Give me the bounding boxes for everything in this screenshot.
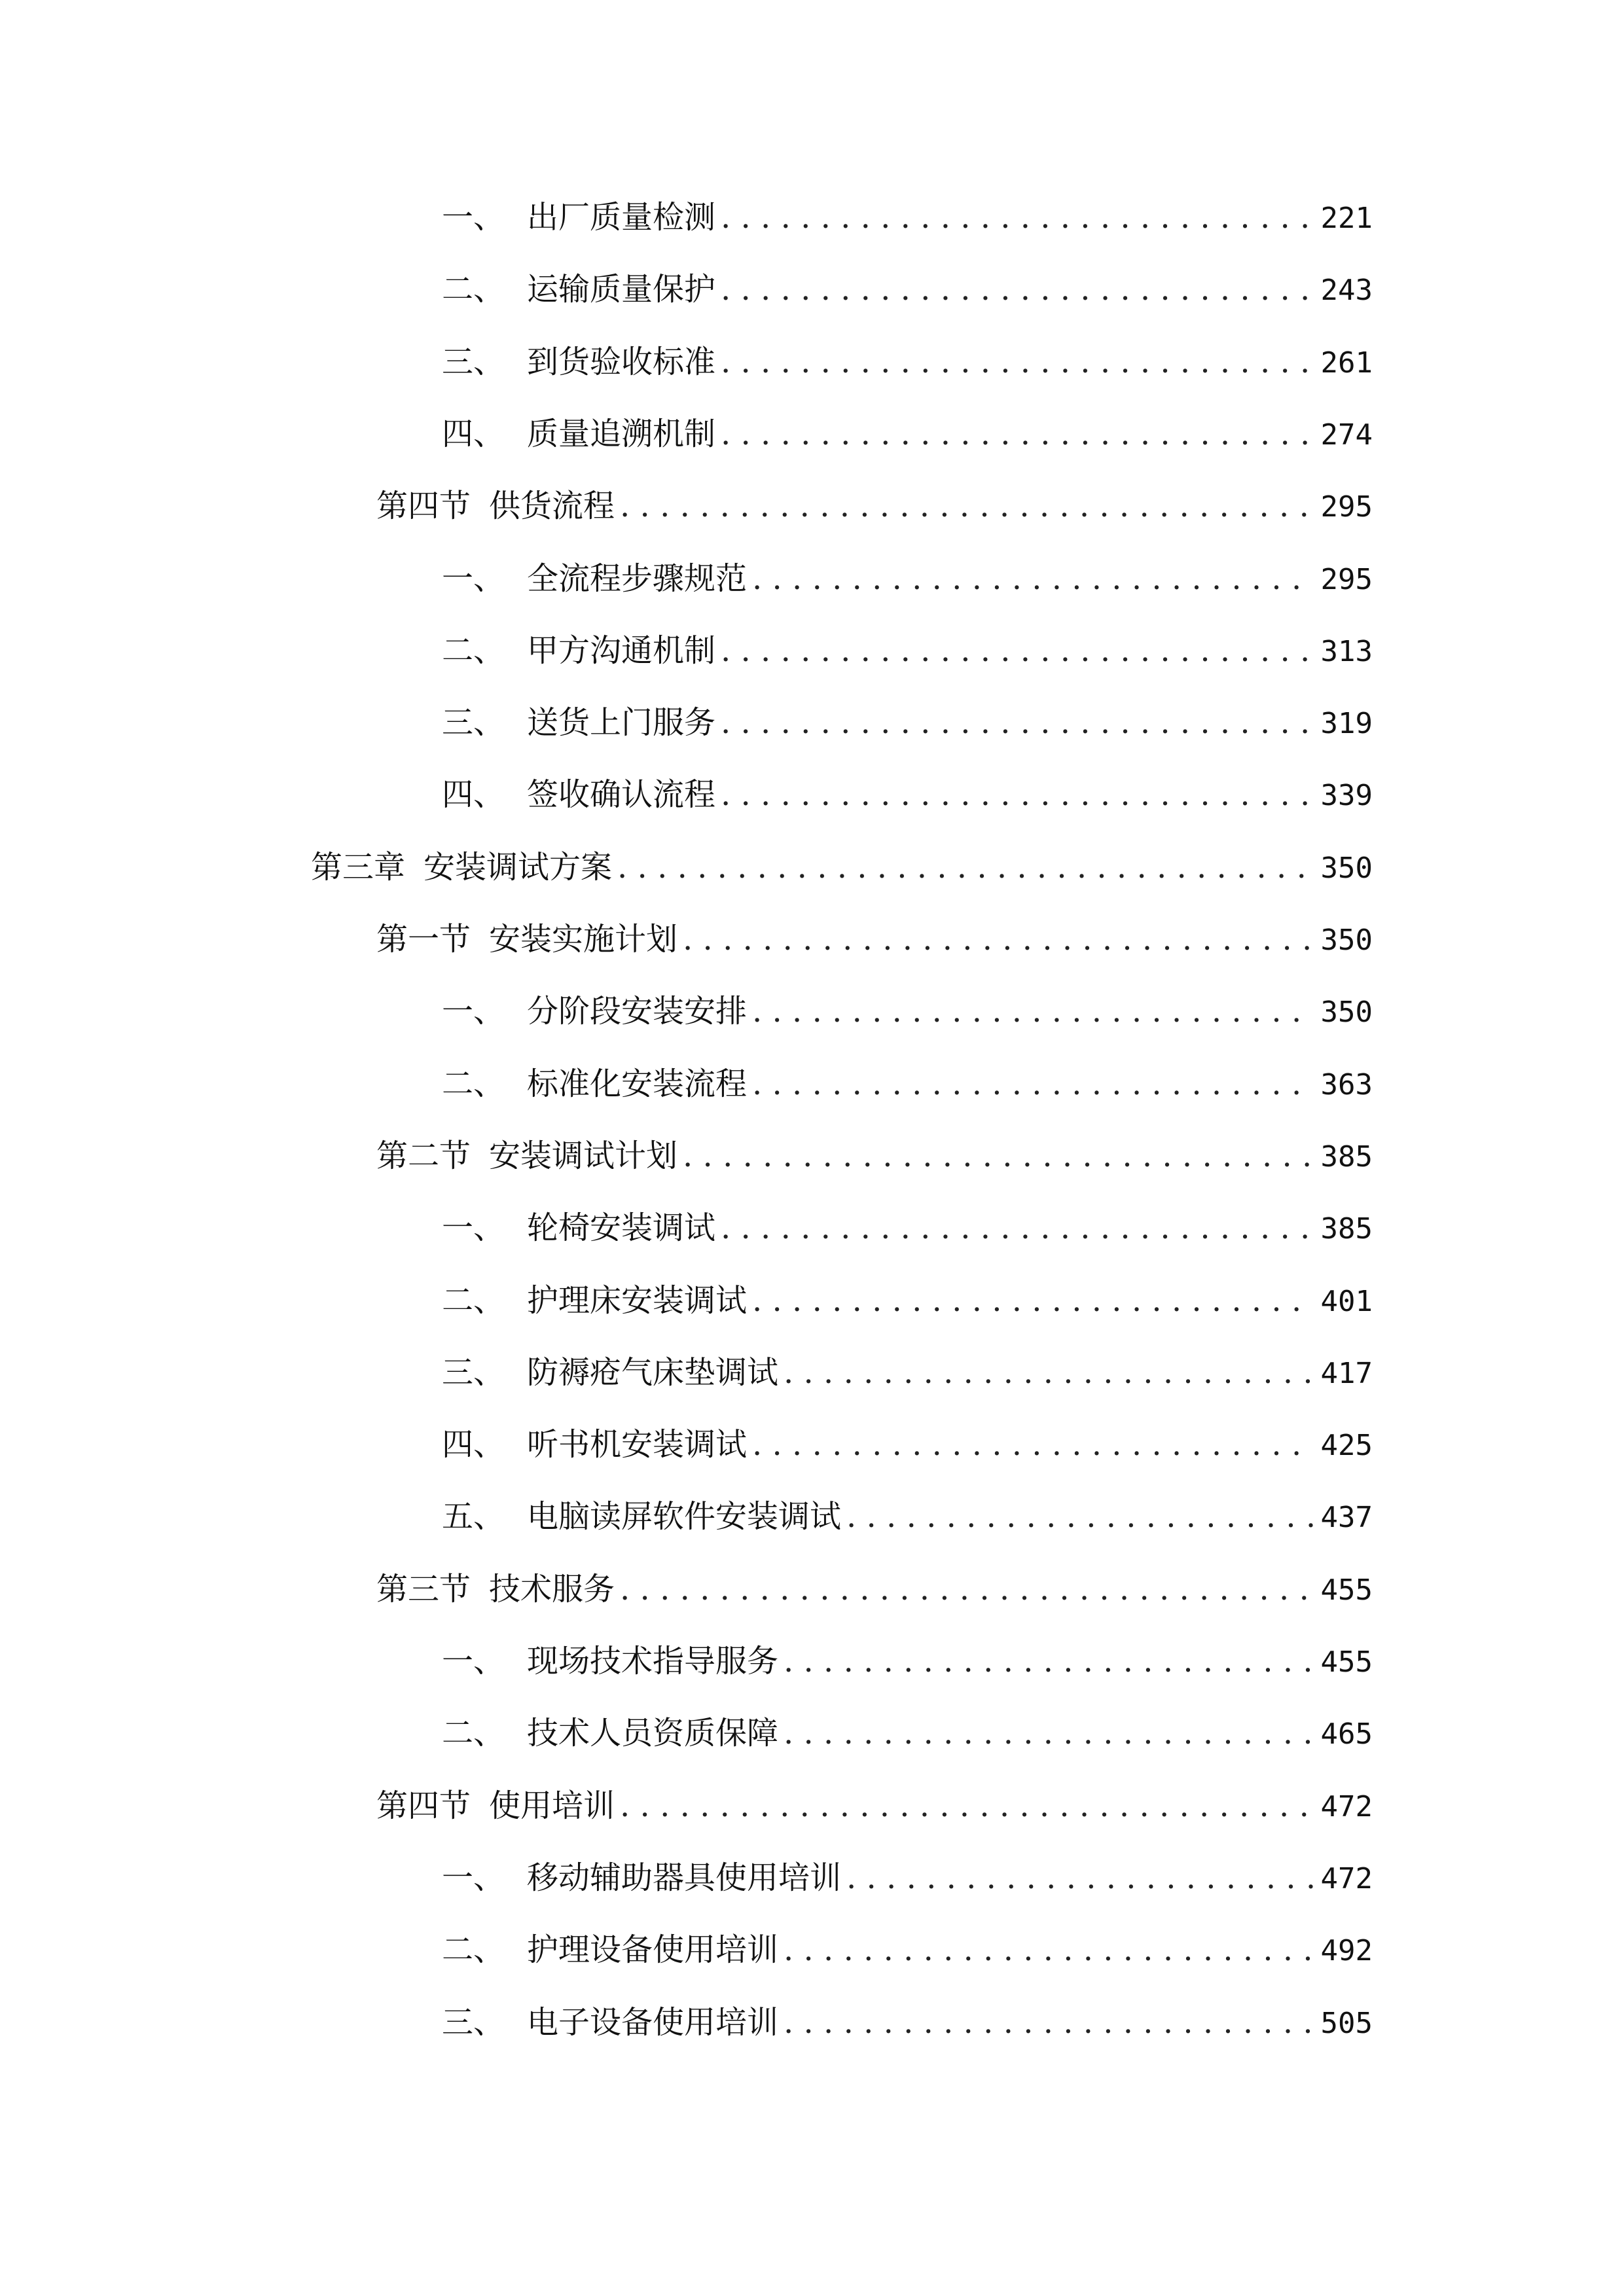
dot-leader — [721, 768, 1313, 821]
dot-leader — [721, 336, 1313, 388]
dot-leader — [784, 1996, 1313, 2049]
toc-entry-number: 第三章 — [311, 848, 406, 886]
toc-entry-section[interactable] — [376, 913, 1373, 965]
toc-entry-title: 护理床安装调试 — [527, 1282, 748, 1319]
dot-leader — [620, 1563, 1312, 1615]
toc-entry-number: 第四节 — [376, 1787, 471, 1824]
toc-entry-page: 385 — [1320, 1212, 1373, 1246]
toc-entry-number: 一、 — [442, 199, 505, 236]
toc-entry[interactable] — [442, 1635, 1373, 1687]
toc-entry-number: 第一节 — [376, 921, 471, 958]
toc-entry-title: 听书机安装调试 — [527, 1426, 748, 1463]
toc-entry-title: 签收确认流程 — [527, 776, 716, 814]
dot-leader — [784, 1635, 1313, 1687]
toc-entry-number: 二、 — [442, 271, 505, 308]
dot-leader — [784, 1346, 1313, 1399]
toc-entry-title: 分阶段安装安排 — [527, 993, 748, 1030]
toc-entry-page: 363 — [1320, 1067, 1373, 1102]
toc-entry[interactable] — [442, 985, 1373, 1037]
dot-leader — [846, 1852, 1313, 1904]
dot-leader — [784, 1707, 1313, 1759]
toc-entry-title: 现场技术指导服务 — [527, 1643, 779, 1679]
toc-entry[interactable] — [442, 768, 1373, 821]
dot-leader — [721, 1202, 1313, 1254]
toc-entry-page: 243 — [1320, 274, 1373, 308]
toc-entry-page: 472 — [1320, 1789, 1373, 1823]
toc-entry-number: 三、 — [442, 704, 505, 742]
toc-entry-title: 护理设备使用培训 — [527, 1931, 779, 1969]
toc-entry-page: 492 — [1320, 1934, 1373, 1968]
toc-entry-page: 465 — [1320, 1717, 1373, 1751]
toc-entry-page: 319 — [1320, 707, 1373, 741]
dot-leader — [752, 1418, 1313, 1471]
toc-entry[interactable] — [442, 336, 1373, 388]
toc-entry[interactable] — [442, 1996, 1373, 2049]
toc-entry-title: 送货上门服务 — [527, 704, 716, 742]
toc-entry-page: 295 — [1320, 562, 1373, 596]
toc-entry-number: 三、 — [442, 2003, 505, 2041]
dot-leader — [721, 624, 1313, 677]
toc-entry-page: 274 — [1320, 418, 1373, 452]
toc-entry-title: 防褥疮气床垫调试 — [527, 1354, 779, 1391]
dot-leader — [752, 985, 1313, 1037]
toc-entry-number: 四、 — [442, 1426, 505, 1463]
dot-leader — [721, 408, 1313, 460]
toc-entry-title: 技术服务 — [489, 1570, 615, 1607]
toc-entry[interactable] — [442, 696, 1373, 749]
toc-entry-number: 二、 — [442, 1715, 505, 1752]
toc-entry-number: 二、 — [442, 632, 505, 669]
toc-entry-page: 339 — [1320, 779, 1373, 813]
toc-entry[interactable] — [442, 408, 1373, 460]
toc-entry-section[interactable] — [376, 1563, 1373, 1615]
toc-entry-page: 455 — [1320, 1645, 1373, 1679]
toc-entry-number: 一、 — [442, 1210, 505, 1247]
toc-entry-title: 出厂质量检测 — [527, 199, 716, 236]
toc-entry-page: 350 — [1320, 924, 1373, 957]
toc-entry[interactable] — [442, 1418, 1373, 1471]
toc-entry-page: 505 — [1320, 2006, 1373, 2040]
dot-leader — [721, 263, 1313, 315]
toc-entry-section[interactable] — [376, 1780, 1373, 1832]
toc-entry-number: 一、 — [442, 993, 505, 1030]
toc-entry-number: 一、 — [442, 1643, 505, 1679]
toc-entry[interactable] — [442, 1852, 1373, 1904]
toc-entry-number: 二、 — [442, 1282, 505, 1319]
toc-entry-title: 安装调试计划 — [489, 1137, 678, 1174]
dot-leader — [721, 696, 1313, 749]
toc-entry[interactable] — [442, 191, 1373, 243]
toc-entry-title: 安装调试方案 — [424, 848, 613, 886]
toc-entry-number: 第四节 — [376, 488, 471, 525]
dot-leader — [683, 913, 1312, 965]
toc-entry[interactable] — [442, 1490, 1373, 1543]
toc-entry-page: 350 — [1320, 851, 1373, 885]
toc-entry-number: 四、 — [442, 415, 505, 452]
toc-entry[interactable] — [442, 1058, 1373, 1110]
toc-entry-title: 电子设备使用培训 — [527, 2003, 779, 2041]
toc-entry[interactable] — [442, 263, 1373, 315]
toc-entry-title: 供货流程 — [489, 488, 615, 525]
toc-entry-number: 一、 — [442, 560, 505, 597]
toc-entry-title: 到货验收标准 — [527, 343, 716, 380]
toc-entry-number: 二、 — [442, 1065, 505, 1102]
toc-entry[interactable] — [442, 1274, 1373, 1327]
toc-entry-page: 401 — [1320, 1284, 1373, 1318]
toc-entry-number: 四、 — [442, 776, 505, 814]
toc-entry-page: 261 — [1320, 346, 1373, 380]
toc-entry-title: 甲方沟通机制 — [527, 632, 716, 669]
dot-leader — [617, 841, 1312, 893]
dot-leader — [752, 552, 1313, 605]
dot-leader — [721, 191, 1313, 243]
toc-entry-page: 417 — [1320, 1356, 1373, 1390]
toc-entry-page: 313 — [1320, 634, 1373, 668]
dot-leader — [784, 1924, 1313, 1976]
toc-entry-page: 295 — [1320, 490, 1373, 524]
dot-leader — [846, 1490, 1313, 1543]
toc-entry-number: 第二节 — [376, 1137, 471, 1174]
toc-entry[interactable] — [442, 1707, 1373, 1759]
toc-entry-title: 使用培训 — [489, 1787, 615, 1824]
toc-entry-title: 质量追溯机制 — [527, 415, 716, 452]
toc-entry-page: 455 — [1320, 1573, 1373, 1607]
toc-entry-page: 437 — [1320, 1501, 1373, 1535]
toc-entry[interactable] — [442, 1202, 1373, 1254]
toc-entry-number: 三、 — [442, 1354, 505, 1391]
toc-entry-chapter[interactable] — [311, 841, 1373, 893]
toc-entry[interactable] — [442, 552, 1373, 605]
toc-entry-page: 385 — [1320, 1139, 1373, 1174]
toc-entry-title: 安装实施计划 — [489, 921, 678, 958]
toc-entry-title: 标准化安装流程 — [527, 1065, 748, 1102]
dot-leader — [620, 480, 1312, 532]
toc-entry-page: 472 — [1320, 1861, 1373, 1895]
toc-entry-title: 运输质量保护 — [527, 271, 716, 308]
toc-entry-number: 五、 — [442, 1498, 505, 1535]
toc-entry[interactable] — [442, 1924, 1373, 1976]
toc-entry-title: 轮椅安装调试 — [527, 1210, 716, 1247]
toc-entry-number: 三、 — [442, 343, 505, 380]
toc-entry-title: 移动辅助器具使用培训 — [527, 1859, 842, 1896]
toc-entry-page: 221 — [1320, 202, 1373, 235]
toc-entry[interactable] — [442, 1346, 1373, 1399]
toc-entry-title: 全流程步骤规范 — [527, 560, 748, 597]
dot-leader — [683, 1130, 1312, 1182]
toc-entry-section[interactable] — [376, 1130, 1373, 1182]
toc-entry-page: 425 — [1320, 1429, 1373, 1463]
dot-leader — [752, 1058, 1313, 1110]
toc-entry-section[interactable] — [376, 480, 1373, 532]
toc-entry-title: 技术人员资质保障 — [527, 1715, 779, 1752]
toc-entry-number: 一、 — [442, 1859, 505, 1896]
dot-leader — [752, 1274, 1313, 1327]
toc-entry[interactable] — [442, 624, 1373, 677]
dot-leader — [620, 1780, 1312, 1832]
toc-entry-number: 第三节 — [376, 1570, 471, 1607]
toc-entry-title: 电脑读屏软件安装调试 — [527, 1498, 842, 1535]
toc-entry-page: 350 — [1320, 996, 1373, 1030]
toc-entry-number: 二、 — [442, 1931, 505, 1969]
